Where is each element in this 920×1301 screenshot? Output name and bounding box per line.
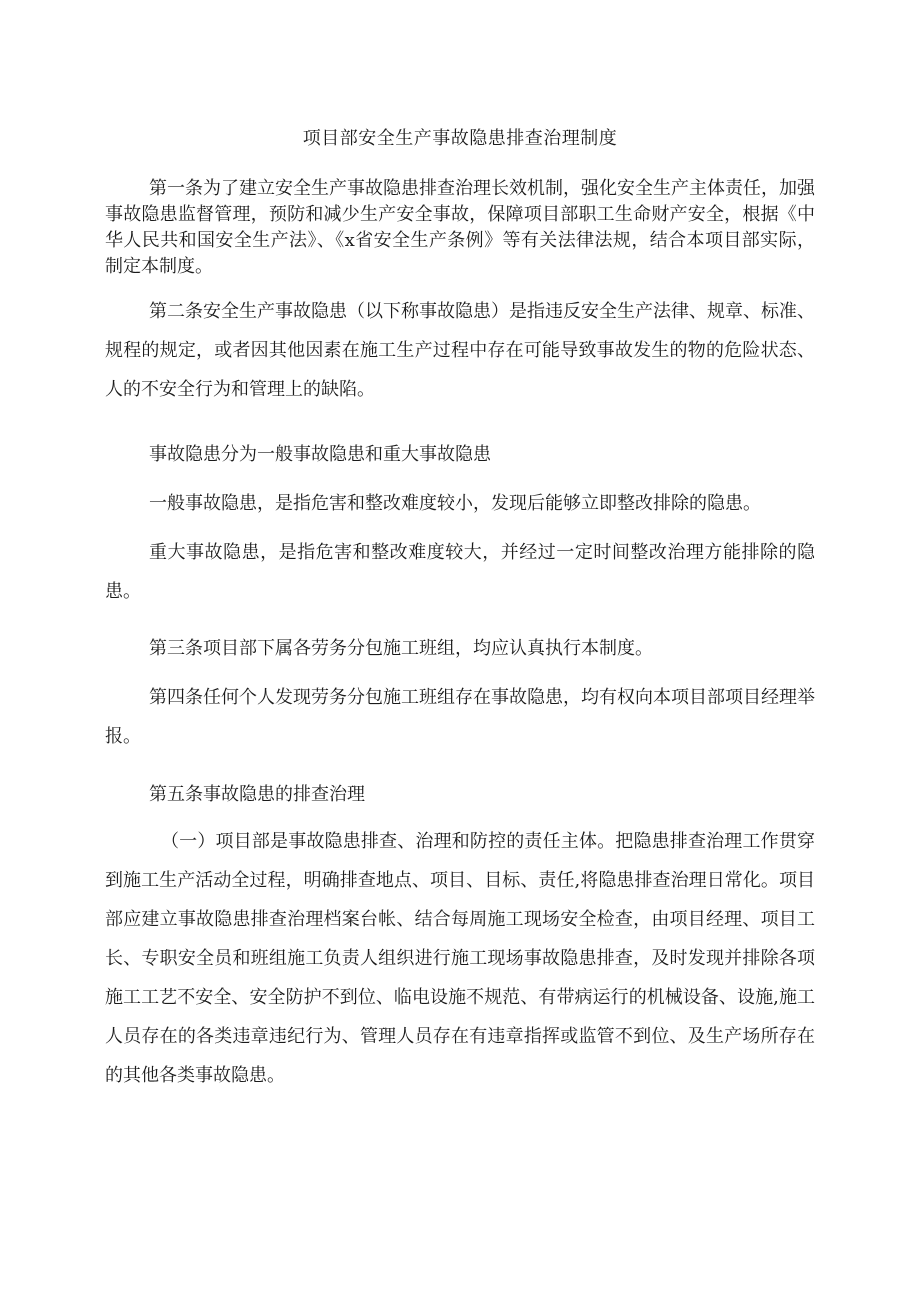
- paragraph-article-5-item-1: （一）项目部是事故隐患排查、治理和防控的责任主体。把隐患排查治理工作贯穿到施工生产活动全过程，明确排查地点、项目、目标、责任,将隐患排查治理日常化。项目部应建立事故隐患排查治理档案台帐、结合每周施工现场安全检查，由项目经理、项目工长、专职安全员和班组施工负责人组织进行施工现场事故隐患排查，及时发现并排除各项施工工艺不安全、安全防护不到位、临电设施不规范、有带病运行的机械设备、设施,施工人员存在的各类违章违纪行为、管理人员存在有违章指挥或监管不到位、及生产场所存在的其他各类事故隐患。: [105, 831, 815, 1086]
- paragraph-article-3: 第三条项目部下属各劳务分包施工班组，均应认真执行本制度。: [149, 638, 653, 659]
- paragraph-article-5-heading: 第五条事故隐患的排查治理: [149, 784, 365, 805]
- paragraph-article-2: 第二条安全生产事故隐患（以下称事故隐患）是指违反安全生产法律、规章、标准、规程的规定，或者因其他因素在施工生产过程中存在可能导致事故发生的物的危险状态、人的不安全行为和管理上的缺陷。: [105, 301, 815, 400]
- paragraph-hazard-classification: 事故隐患分为一般事故隐患和重大事故隐患: [149, 444, 491, 465]
- paragraph-major-hazard: 重大事故隐患，是指危害和整改难度较大，并经过一定时间整改治理方能排除的隐患。: [105, 542, 815, 602]
- paragraph-article-1: 第一条为了建立安全生产事故隐患排查治理长效机制，强化安全生产主体责任，加强事故隐患监督管理，预防和减少生产安全事故，保障项目部职工生命财产安全，根据《中华人民共和国安全生产法》、《x省安全生产条例》等有关法律法规，结合本项目部实际，制定本制度。: [105, 178, 815, 277]
- paragraph-article-4: 第四条任何个人发现劳务分包施工班组存在事故隐患，均有权向本项目部项目经理举报。: [105, 687, 815, 747]
- paragraph-general-hazard: 一般事故隐患，是指危害和整改难度较小，发现后能够立即整改排除的隐患。: [149, 493, 761, 514]
- document-title: 项目部安全生产事故隐患排查治理制度: [302, 128, 618, 149]
